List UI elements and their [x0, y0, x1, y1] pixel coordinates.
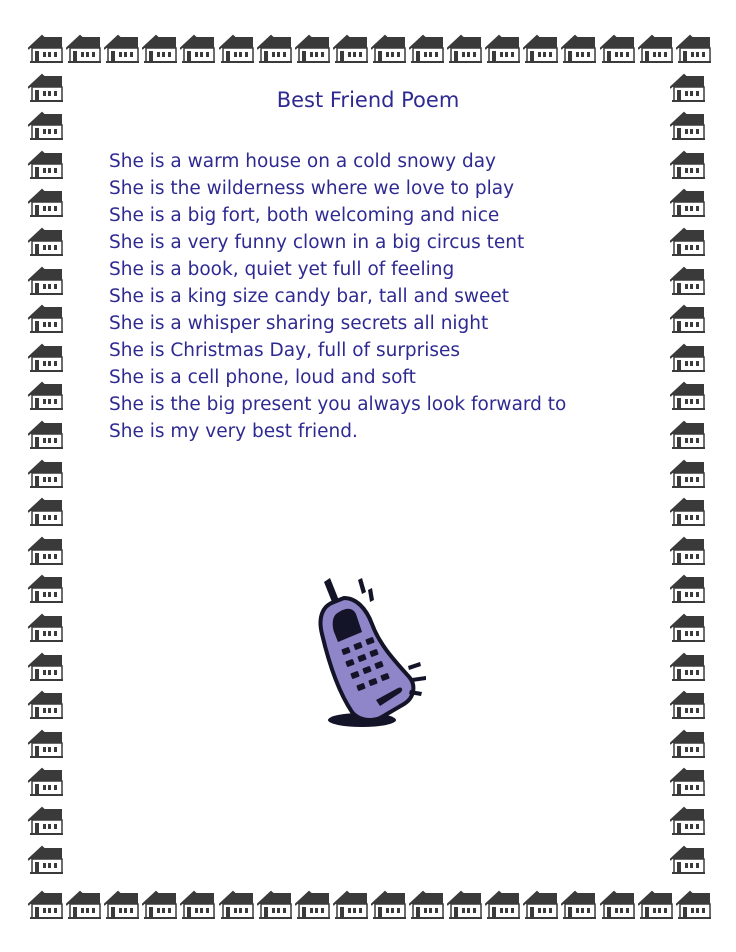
poem-line: She is a big fort, both welcoming and nice	[109, 205, 500, 226]
house-icon	[142, 34, 178, 64]
house-icon	[28, 227, 64, 257]
house-icon	[670, 150, 706, 180]
poem-title: Best Friend Poem	[276, 88, 460, 112]
house-icon	[257, 34, 293, 64]
poem-line: She is the big present you always look forward to	[109, 394, 567, 415]
poem-line: She is a book, quiet yet full of feeling	[109, 259, 455, 280]
house-icon	[670, 304, 706, 334]
house-icon	[561, 34, 597, 64]
house-icon	[670, 845, 706, 875]
house-icon	[28, 150, 64, 180]
house-icon	[333, 34, 369, 64]
house-icon	[523, 890, 559, 920]
house-icon	[28, 652, 64, 682]
house-icon	[523, 34, 559, 64]
poem-line: She is a warm house on a cold snowy day	[109, 151, 496, 172]
house-icon	[28, 304, 64, 334]
house-icon	[670, 420, 706, 450]
house-icon	[180, 890, 216, 920]
house-icon	[485, 34, 521, 64]
poem-line: She is a very funny clown in a big circus tent	[109, 232, 525, 253]
poem-line: She is Christmas Day, full of surprises	[109, 340, 461, 361]
house-icon	[28, 806, 64, 836]
poem-line: She is a king size candy bar, tall and sweet	[109, 286, 510, 307]
house-icon	[676, 890, 712, 920]
house-icon	[295, 34, 331, 64]
poem-line: She is my very best friend.	[109, 421, 358, 442]
house-icon	[28, 343, 64, 373]
house-icon	[371, 890, 407, 920]
house-icon	[409, 34, 445, 64]
house-icon	[670, 459, 706, 489]
house-icon	[670, 111, 706, 141]
house-icon	[28, 266, 64, 296]
house-icon	[104, 890, 140, 920]
house-icon	[670, 729, 706, 759]
house-icon	[295, 890, 331, 920]
house-icon	[670, 497, 706, 527]
house-icon	[670, 806, 706, 836]
house-icon	[447, 890, 483, 920]
cell-phone-icon	[300, 572, 430, 732]
house-icon	[670, 381, 706, 411]
poem-line: She is a whisper sharing secrets all night	[109, 313, 489, 334]
house-icon	[670, 343, 706, 373]
house-icon	[676, 34, 712, 64]
poem-line: She is the wilderness where we love to play	[109, 178, 515, 199]
house-icon	[670, 188, 706, 218]
house-icon	[28, 574, 64, 604]
house-icon	[28, 111, 64, 141]
house-icon	[485, 890, 521, 920]
poem-line: She is a cell phone, loud and soft	[109, 367, 416, 388]
house-icon	[28, 188, 64, 218]
house-icon	[447, 34, 483, 64]
house-icon	[28, 690, 64, 720]
house-icon	[333, 890, 369, 920]
house-icon	[638, 890, 674, 920]
house-icon	[28, 613, 64, 643]
house-icon	[28, 767, 64, 797]
house-icon	[638, 34, 674, 64]
house-icon	[28, 381, 64, 411]
house-icon	[28, 459, 64, 489]
house-icon	[66, 34, 102, 64]
house-icon	[371, 34, 407, 64]
house-icon	[28, 536, 64, 566]
house-icon	[28, 845, 64, 875]
house-icon	[670, 227, 706, 257]
house-icon	[219, 890, 255, 920]
house-icon	[66, 890, 102, 920]
house-icon	[600, 890, 636, 920]
house-icon	[104, 34, 140, 64]
house-icon	[600, 34, 636, 64]
house-icon	[219, 34, 255, 64]
house-icon	[180, 34, 216, 64]
house-icon	[670, 574, 706, 604]
house-icon	[670, 767, 706, 797]
house-icon	[670, 536, 706, 566]
house-icon	[670, 652, 706, 682]
house-icon	[28, 34, 64, 64]
house-icon	[28, 420, 64, 450]
house-icon	[670, 266, 706, 296]
house-icon	[670, 690, 706, 720]
house-icon	[28, 497, 64, 527]
house-icon	[142, 890, 178, 920]
poem-body	[109, 148, 566, 445]
house-icon	[257, 890, 293, 920]
house-icon	[561, 890, 597, 920]
house-icon	[409, 890, 445, 920]
house-icon	[28, 729, 64, 759]
house-icon	[28, 890, 64, 920]
house-icon	[670, 613, 706, 643]
